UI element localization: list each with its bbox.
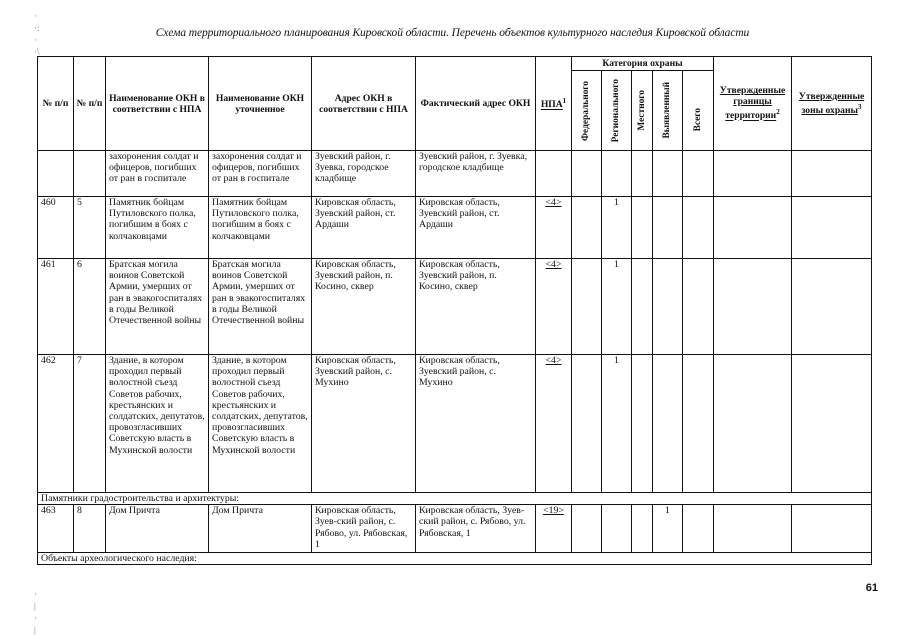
cell-identified [653,259,683,355]
cell-borders [714,151,792,197]
table-row [38,355,872,493]
cell-name: Дом Причта [106,505,209,553]
cell-local [632,259,653,355]
table-row [38,151,872,197]
cell-total [683,505,714,553]
cell-npa: <4> [536,259,572,355]
cell-address: Кировская область, Зуевский район, ст. Ардаши [312,197,416,259]
cell-identified [653,197,683,259]
cell-regional: 1 [602,197,632,259]
section-row-urban [38,493,872,505]
section-label-urban: Памятники градостроительства и архитектуры: [38,493,872,505]
cell-name-refined: Памятник бойцам Путиловского полка, погибшим в боях с колчаковцами [209,197,312,259]
cell-borders [714,355,792,493]
section-label-archaeology: Объекты археологического наследия: [38,553,872,565]
cell-name: Здание, в котором проходил первый волостной съезд Советов рабочих, крестьянских и солдатских, депутатов, провозгласивших Советскую власть в Мухинской волости [106,355,209,493]
margin-marks-top: · ·: · ·\ [34,11,40,57]
cell-npa: <4> [536,355,572,493]
cell-local [632,151,653,197]
col-cat-local: Местного [632,71,653,151]
margin-marks-bottom: · | · | [34,589,37,635]
col-num-pp-2: № п/п [74,57,106,151]
cell-local [632,355,653,493]
col-name-refined: Наименование ОКН уточненное [209,57,312,151]
cell-address: Кировская область, Зуевский район, п. Косино, сквер [312,259,416,355]
table-row [38,197,872,259]
cell-borders [714,505,792,553]
cell-total [683,259,714,355]
cell-federal [572,259,602,355]
col-name-npa: Наименование ОКН в соответствии с НПА [106,57,209,151]
cell-zones [792,505,872,553]
cell-borders [714,197,792,259]
section-row-archaeology [38,553,872,565]
cell-local [632,197,653,259]
cell-name-refined: захоронения солдат и офицеров, погибших от ран в госпитале [209,151,312,197]
cell-federal [572,355,602,493]
cell-n1 [38,151,74,197]
document-title: Схема территориального планирования Кировской области. Перечень объектов культурного наследия Кировской области [155,27,750,39]
cell-zones [792,355,872,493]
col-num-pp: № п/п [38,57,74,151]
header-row-1 [38,57,872,71]
cell-address: Кировская область, Зуевский район, с. Мухино [312,355,416,493]
col-cat-regional: Регионального [602,71,632,151]
cell-borders [714,259,792,355]
cell-federal [572,505,602,553]
cell-local [632,505,653,553]
cell-name-refined: Дом Причта [209,505,312,553]
cell-actual: Кировская область, Зуевский район, п. Косино, сквер [416,259,536,355]
cell-actual: Кировская область, Зуев-ский район, с. Рябово, ул. Рябовская, 1 [416,505,536,553]
col-category-group: Категория охраны [572,57,714,71]
cell-actual: Кировская область, Зуевский район, ст. Ардаши [416,197,536,259]
cell-identified [653,355,683,493]
heritage-table [37,56,872,565]
cell-regional: 1 [602,259,632,355]
cell-n2: 5 [74,197,106,259]
table-row [38,259,872,355]
col-approved-zones: Утвержденные зоны охраны$^3$ [792,57,872,151]
page-number: 61 [865,582,878,594]
cell-address: Зуевский район, г. Зуевка, городское кладбище [312,151,416,197]
cell-zones [792,151,872,197]
cell-name-refined: Братская могила воинов Советской Армии, умерших от ран в эвакогоспиталях в годы Великой Отечественной войны [209,259,312,355]
cell-n1: 462 [38,355,74,493]
col-npa: НПА$^1$ [536,57,572,151]
col-address-npa: Адрес ОКН в соответствии с НПА [312,57,416,151]
cell-n1: 463 [38,505,74,553]
cell-npa: <19> [536,505,572,553]
cell-federal [572,151,602,197]
cell-name-refined: Здание, в котором проходил первый волостной съезд Советов рабочих, крестьянских и солдатских, депутатов, провозгласивших Советскую власть в Мухинской волости [209,355,312,493]
cell-n2 [74,151,106,197]
col-cat-federal: Федерального [572,71,602,151]
table-row [38,505,872,553]
cell-npa [536,151,572,197]
cell-name: захоронения солдат и офицеров, погибших от ран в госпитале [106,151,209,197]
cell-zones [792,197,872,259]
cell-zones [792,259,872,355]
cell-n1: 460 [38,197,74,259]
cell-name: Братская могила воинов Советской Армии, умерших от ран в эвакогоспиталях в годы Великой Отечественной войны [106,259,209,355]
cell-n2: 7 [74,355,106,493]
cell-actual: Кировская область, Зуевский район, с. Мухино [416,355,536,493]
col-cat-total: Всего [683,71,714,151]
cell-regional: 1 [602,355,632,493]
cell-regional [602,505,632,553]
col-approved-borders: Утвержденные границы территории$^2$ [714,57,792,151]
cell-total [683,151,714,197]
cell-actual: Зуевский район, г. Зуевка, городское кладбище [416,151,536,197]
cell-n2: 6 [74,259,106,355]
cell-federal [572,197,602,259]
cell-n2: 8 [74,505,106,553]
col-actual-address: Фактический адрес ОКН [416,57,536,151]
cell-total [683,355,714,493]
cell-identified [653,151,683,197]
cell-npa: <4> [536,197,572,259]
cell-identified: 1 [653,505,683,553]
cell-n1: 461 [38,259,74,355]
cell-address: Кировская область, Зуев-ский район, с. Рябово, ул. Рябовская, 1 [312,505,416,553]
cell-name: Памятник бойцам Путиловского полка, погибшим в боях с колчаковцами [106,197,209,259]
col-cat-identified: Выявленный [653,71,683,151]
cell-total [683,197,714,259]
cell-regional [602,151,632,197]
